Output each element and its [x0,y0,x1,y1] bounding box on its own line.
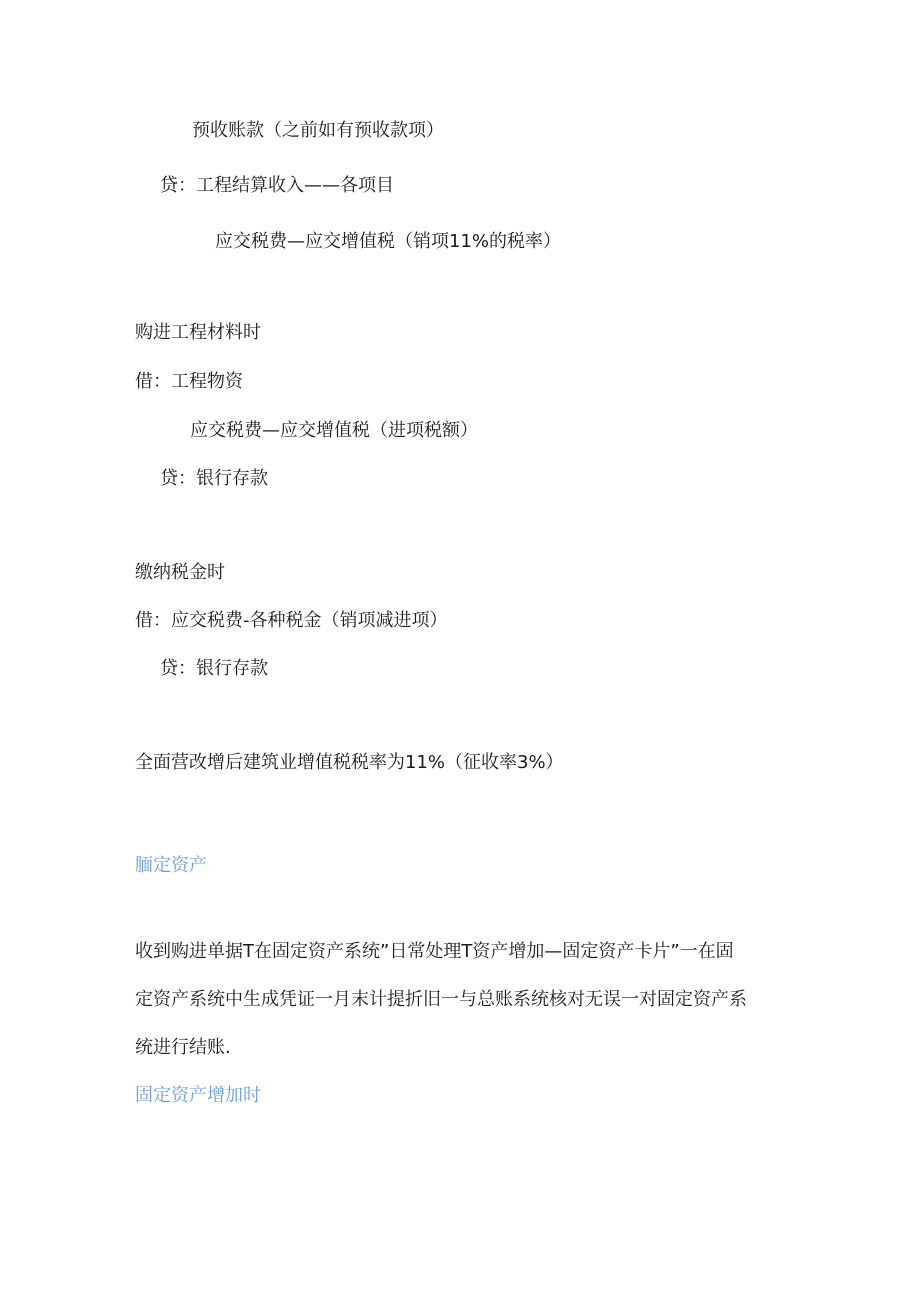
entry-credit-bank-2: 贷：银行存款 [160,658,268,679]
paragraph-line-1: 收到购进单据T在固定资产系统”日常处理T资产增加—固定资产卡片”一在固 [135,941,734,962]
entry-prepayment: 预收账款（之前如有预收款项） [192,120,444,141]
entry-credit-settlement: 贷：工程结算收入——各项目 [160,175,394,196]
entry-debit-taxes: 借：应交税费-各种税金（销项减进项） [135,610,448,631]
paragraph-line-3: 统进行结账. [135,1037,231,1058]
heading-fixed-assets: 腼定资产 [135,855,207,876]
section-title-purchase-materials: 购进工程材料时 [135,322,261,343]
heading-fixed-asset-increase: 固定资产增加时 [135,1085,261,1106]
vat-rate-note: 全面营改增后建筑业增值税税率为11%（征收率3%） [135,752,564,773]
entry-debit-materials: 借：工程物资 [135,371,243,392]
entry-output-vat: 应交税费—应交增值税（销项11%的税率） [215,231,562,252]
entry-credit-bank: 贷：银行存款 [160,468,268,489]
entry-input-vat: 应交税费—应交增值税（进项税额） [190,420,478,441]
paragraph-line-2: 定资产系统中生成凭证一月末计提折旧一与总账系统核对无误一对固定资产系 [135,989,747,1010]
section-title-pay-tax: 缴纳税金时 [135,562,225,583]
